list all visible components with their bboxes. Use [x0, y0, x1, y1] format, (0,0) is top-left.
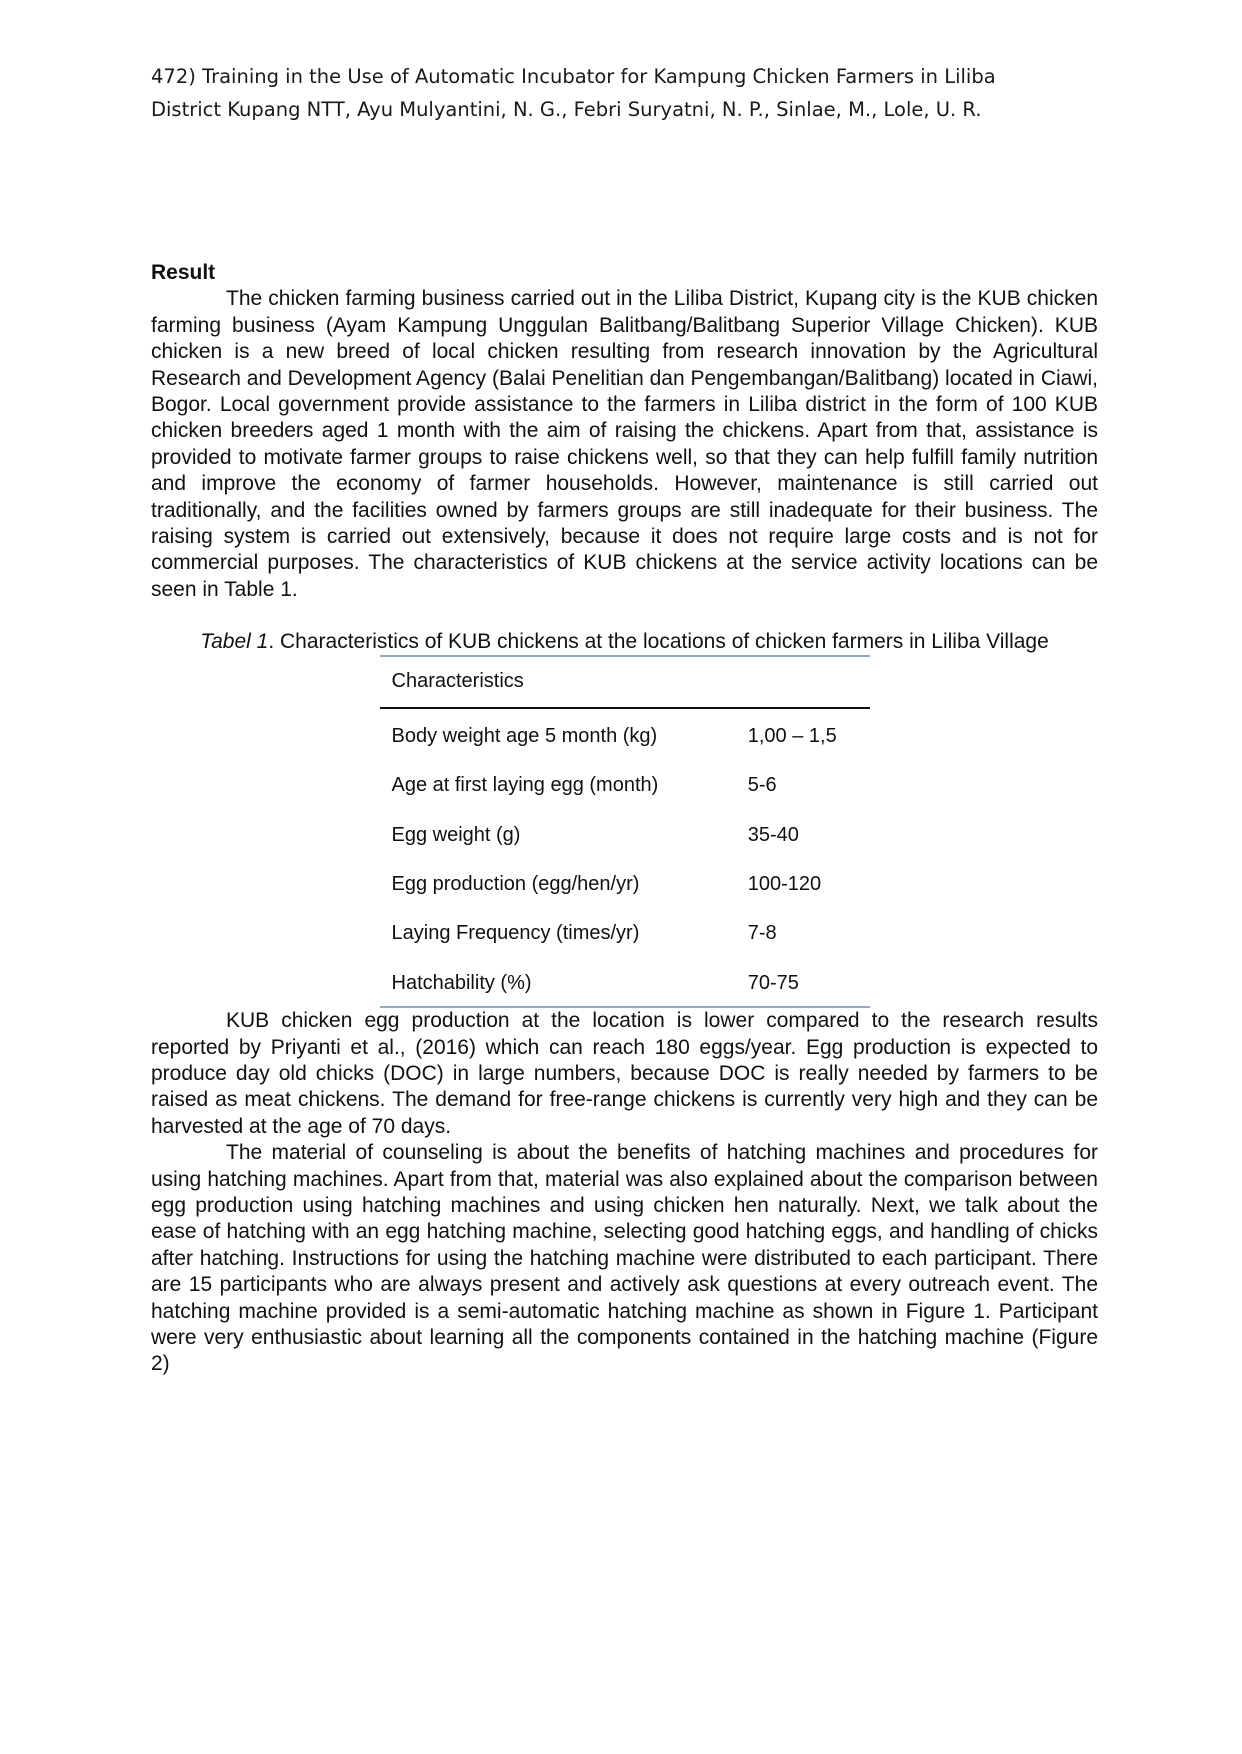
table-row: [380, 809, 870, 858]
running-head: [151, 60, 1081, 126]
table-header-value: [716, 656, 870, 707]
table-header-characteristics: Characteristics: [380, 656, 716, 707]
table-cell-characteristic: Body weight age 5 month (kg): [391, 724, 658, 747]
running-head-line-2: District Kupang NTT, Ayu Mulyantini, N. G., Febri Suryatni, N. P., Sinlae, M., Lole, U. R.: [151, 98, 982, 121]
table-header-row: [380, 656, 870, 707]
table-row: [380, 759, 870, 808]
table-row: [380, 708, 870, 759]
page-content: [151, 260, 1098, 1378]
table-caption-text: . Characteristics of KUB chickens at the locations of chicken farmers in Liliba Village: [268, 630, 1049, 654]
running-head-line-1: 472) Training in the Use of Automatic Incubator for Kampung Chicken Farmers in Liliba: [151, 65, 996, 88]
paragraph-1: The chicken farming business carried out in the Liliba District, Kupang city is the KUB chicken farming business (Ayam Kampung Unggulan Balitbang/Balitbang Superior Village Chicken). KUB chicken is a new breed of local chicken resulting from research innovation by the Agricultural Research and Development Agency (Balai Penelitian dan Pengembangan/Balitbang) located in Ciawi, Bogor. Local government provide assistance to the farmers in Liliba district in the form of 100 KUB chicken breeders aged 1 month with the aim of raising the chickens. Apart from that, assistance is provided to motivate farmer groups to raise chickens well, so that they can help fulfill family nutrition and improve the economy of farmer households. However, maintenance is still carried out traditionally, and the facilities owned by farmers groups are still inadequate for their business. The raising system is carried out extensively, because it does not require large costs and is not for commercial purposes. The characteristics of KUB chickens at the service activity locations can be seen in Table 1.: [151, 287, 1098, 601]
table-cell-value: 7-8: [747, 922, 777, 945]
table-caption-label: Tabel 1: [200, 630, 269, 654]
table-row: [380, 957, 870, 1007]
section-heading: Result: [151, 261, 216, 284]
table-caption: [151, 629, 1098, 655]
paragraph-2: KUB chicken egg production at the location is lower compared to the research results reported by Priyanti et al., (2016) which can reach 180 eggs/year. Egg production is expected to produce day old chicks (DOC) in large numbers, because DOC is really needed by farmers to be raised as meat chickens. The demand for free-range chickens is currently very high and they can be harvested at the age of 70 days.: [151, 1009, 1098, 1138]
table-row: [380, 907, 870, 956]
table-cell-characteristic: Hatchability (%): [391, 971, 532, 994]
table-row: [380, 858, 870, 907]
table-cell-characteristic: Age at first laying egg (month): [391, 774, 659, 797]
table-cell-value: 35-40: [747, 823, 799, 846]
table-cell-value: 1,00 – 1,5: [747, 724, 837, 747]
paragraph-3: The material of counseling is about the benefits of hatching machines and procedures for using hatching machines. Apart from that, material was also explained about the comparison between egg production using hatching machines and using chicken hen naturally. Next, we talk about the ease of hatching with an egg hatching machine, selecting good hatching eggs, and handling of chicks after hatching. Instructions for using the hatching machine were distributed to each participant. There are 15 participants who are always present and actively ask questions at every outreach event. The hatching machine provided is a semi-automatic hatching machine as shown in Figure 1. Participant were very enthusiastic about learning all the components contained in the hatching machine (Figure 2): [151, 1141, 1098, 1376]
table-cell-characteristic: Laying Frequency (times/yr): [391, 922, 640, 945]
table-cell-value: 5-6: [747, 774, 777, 797]
characteristics-table: [380, 655, 870, 1008]
table-cell-value: 70-75: [747, 971, 799, 994]
table-cell-characteristic: Egg production (egg/hen/yr): [391, 872, 640, 895]
table-cell-characteristic: Egg weight (g): [391, 823, 521, 846]
table-cell-value: 100-120: [747, 872, 822, 895]
